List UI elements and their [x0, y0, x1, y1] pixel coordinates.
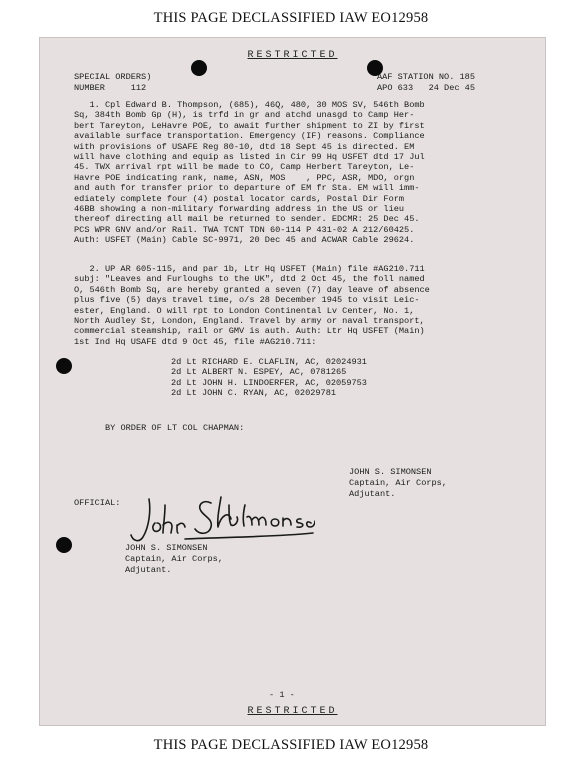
orders-number: NUMBER 112 — [74, 83, 147, 93]
apo-date: APO 633 24 Dec 45 — [377, 83, 475, 93]
paragraph-1-line: available surface transportation. Emergency (IF) reasons. Compliance — [74, 131, 425, 142]
paragraph-2-line: plus five (5) days travel time, o/s 28 December 1945 to visit Leic- — [74, 295, 420, 306]
paragraph-2-line: 2. UP AR 605-115, and par 1b, Ltr Hq USFET (Main) file #AG210.711 — [74, 264, 425, 274]
official-rank: Captain, Air Corps, — [125, 554, 223, 564]
official-title: Adjutant. — [125, 565, 172, 575]
page-number: - 1 - — [269, 690, 295, 700]
declassified-banner-bottom: THIS PAGE DECLASSIFIED IAW EO12958 — [153, 737, 429, 753]
official-label: OFFICIAL: — [74, 498, 121, 508]
signatory-name: JOHN S. SIMONSEN — [349, 467, 432, 477]
restricted-footer: RESTRICTED — [247, 706, 338, 717]
document-page — [39, 37, 546, 726]
special-orders-label: SPECIAL ORDERS) — [74, 72, 152, 82]
paragraph-1-line: 1. Cpl Edward B. Thompson, (685), 46Q, 480, 30 MOS SV, 546th Bomb — [74, 100, 425, 110]
paragraph-1-line: Havre POE indicating rank, name, ASN, MOS , PPC, ASR, MDO, orgn — [74, 172, 415, 183]
punch-hole-lower — [56, 537, 72, 553]
paragraph-2-line: 1st Ind Hq USAFE dtd 9 Oct 45, file #AG210.711: — [74, 336, 317, 347]
paragraph-1-line: 46BB showing a non-military forwarding address in the US or lieu — [74, 204, 405, 214]
official-name: JOHN S. SIMONSEN — [125, 543, 208, 553]
paragraph-2-line: subj: "Leaves and Furloughs to the UK", dtd 2 Oct 45, the foll named — [74, 274, 425, 285]
paragraph-1-line: PCS WPR GNV and/or Rail. TWA TCNT TDN 60-114 P 431-02 A 212/60425. — [74, 224, 415, 235]
paragraph-2-line: ester, England. O will rpt to London Continental Lv Center, No. 1, — [74, 305, 415, 316]
paragraph-1-line: and auth for transfer prior to departure of EM fr Sta. EM will imm- — [74, 183, 420, 194]
paragraph-1-line: Auth: USFET (Main) Cable SC-9971, 20 Dec 45 and ACWAR Cable 29624. — [74, 235, 415, 246]
paragraph-1-line: ediately complete four (4) postal locator cards, Postal Dir Form — [74, 193, 405, 204]
officer-entry: 2d Lt ALBERT N. ESPEY, AC, 0781265 — [171, 367, 347, 378]
by-order-line: BY ORDER OF LT COL CHAPMAN: — [105, 423, 245, 433]
paragraph-1-line: 45. TWX arrival rpt will be made to CO, Camp Herbert Tareyton, Le- — [74, 162, 415, 173]
officer-entry: 2d Lt JOHN C. RYAN, AC, 02029781 — [171, 388, 337, 399]
signatory-rank: Captain, Air Corps, — [349, 478, 447, 488]
punch-hole-middle — [56, 358, 72, 374]
punch-hole-top-left — [191, 60, 207, 76]
paragraph-2-line: commercial steamship, rail or GMV is auth. Auth: Ltr Hq USFET (Main) — [74, 326, 425, 337]
restricted-header: RESTRICTED — [247, 50, 338, 61]
paragraph-1-line: with provisions of USAFE Reg 80-10, dtd 18 Sept 45 is directed. EM — [74, 141, 415, 152]
declassified-banner-top: THIS PAGE DECLASSIFIED IAW EO12958 — [153, 10, 429, 26]
paragraph-2-line: North Audley St, London, England. Travel by army or naval transport, — [74, 316, 425, 326]
paragraph-1-line: thereof directing all mail be returned to sender. EDCMR: 25 Dec 45. — [74, 214, 420, 225]
officer-entry: 2d Lt RICHARD E. CLAFLIN, AC, 02024931 — [171, 357, 367, 367]
station-label: AAF STATION NO. 185 — [377, 72, 475, 82]
paragraph-1-line: bert Tareyton, LeHavre POE, to await further shipment to ZI by first — [74, 120, 425, 131]
paragraph-1-line: Sq, 384th Bomb Gp (H), is trfd in gr and atchd unasgd to Camp Her- — [74, 110, 415, 121]
paragraph-2-line: O, 546th Bomb Sq, are hereby granted a seven (7) day leave of absence — [74, 284, 430, 295]
signatory-title: Adjutant. — [349, 489, 396, 499]
paragraph-1-line: will have clothing and equip as listed in Cir 99 Hq USFET dtd 17 Jul — [74, 152, 425, 162]
officer-entry: 2d Lt JOHN H. LINDOERFER, AC, 02059753 — [171, 377, 367, 388]
